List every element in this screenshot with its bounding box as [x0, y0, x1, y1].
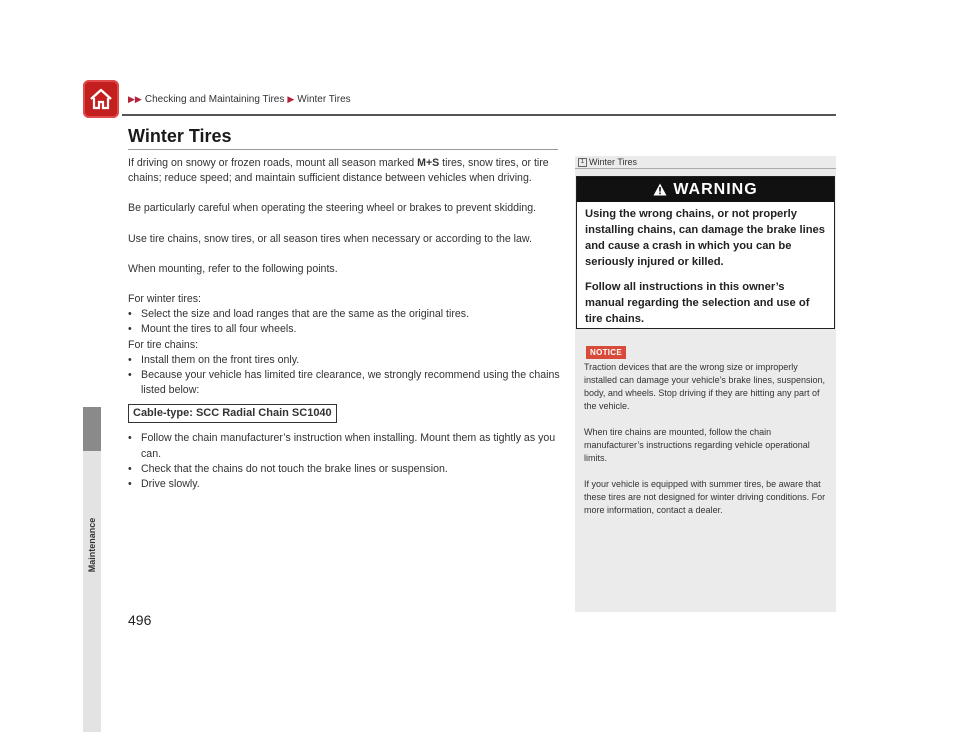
list-item: • Select the size and load ranges that are the same as the original tires.: [128, 307, 560, 322]
section-label: Maintenance: [87, 517, 97, 573]
list-heading: For winter tires:: [128, 293, 201, 306]
list-item: • Drive slowly.: [128, 477, 560, 492]
page-title: Winter Tires: [128, 126, 232, 146]
breadcrumb: [128, 94, 351, 105]
intro-paragraph: [128, 156, 560, 186]
ms-mark: M+S: [417, 157, 440, 169]
list-item: • Because your vehicle has limited tire clearance, we strongly recommend using the chains listed below:: [128, 368, 560, 398]
main-text: [128, 156, 560, 492]
chain-type-box: Cable-type: SCC Radial Chain SC1040: [128, 404, 337, 423]
mounting-paragraph: When mounting, refer to the following points.: [128, 262, 338, 275]
reference-icon: 1: [578, 158, 587, 167]
notice-text: [584, 361, 830, 530]
home-button[interactable]: [83, 80, 119, 118]
title-rule: [128, 149, 558, 150]
notice-paragraph: If your vehicle is equipped with summer tires, be aware that these tires are not designed for winter driving conditions. For more information, contact a dealer.: [584, 479, 826, 515]
panel-rule: [575, 168, 836, 169]
use-paragraph: Use tire chains, snow tires, or all season tires when necessary or according to the law.: [128, 232, 532, 245]
list-item: • Follow the chain manufacturer’s instruction when installing. Mount them as tightly as you can.: [128, 431, 560, 461]
list-item: • Install them on the front tires only.: [128, 353, 560, 368]
notice-badge: NOTICE: [586, 346, 626, 359]
panel-title: [578, 157, 637, 167]
header-rule: [122, 114, 836, 116]
list-item: • Check that the chains do not touch the brake lines or suspension.: [128, 462, 560, 477]
breadcrumb-item[interactable]: Winter Tires: [297, 94, 351, 105]
list-heading: For tire chains:: [128, 338, 199, 351]
section-sidebar-marker: [83, 407, 101, 451]
breadcrumb-arrow-icon: ▶▶: [128, 94, 142, 104]
warning-icon: [653, 183, 667, 196]
panel-title-text: Winter Tires: [589, 157, 638, 167]
warning-paragraph: Using the wrong chains, or not properly installing chains, can damage the brake lines and cause a crash in which you can be seriously injured or killed.: [585, 208, 825, 268]
breadcrumb-item[interactable]: Checking and Maintaining Tires: [144, 94, 285, 105]
warning-paragraph: Follow all instructions in this owner’s manual regarding the selection and use of tire chains.: [585, 281, 810, 325]
list-item: • Mount the tires to all four wheels.: [128, 322, 560, 337]
intro-text: If driving on snowy or frozen roads, mount all season marked: [128, 157, 418, 169]
notice-paragraph: Traction devices that are the wrong size or improperly installed can damage your vehicle’s brake lines, suspension, body, and wheels. Stop driving if they are hitting any part of the vehicle.: [584, 362, 825, 411]
home-icon: [88, 87, 114, 111]
careful-paragraph: Be particularly careful when operating the steering wheel or brakes to prevent skidding.: [128, 202, 537, 215]
warning-body: [577, 202, 834, 327]
warning-box: [576, 176, 835, 329]
warning-header: [577, 177, 834, 202]
intro-text-after: tires, snow tires, or tire chains; reduce speed; and maintain sufficient distance between vehicles when driving.: [128, 157, 549, 185]
warning-label: WARNING: [673, 180, 758, 198]
section-tab[interactable]: [84, 500, 100, 590]
page-number: 496: [128, 612, 152, 628]
notice-paragraph: When tire chains are mounted, follow the chain manufacturer’s instructions regarding vehicle operational limits.: [584, 427, 810, 463]
winter-tires-list: [128, 292, 560, 492]
breadcrumb-arrow-icon: ▶: [287, 94, 295, 104]
